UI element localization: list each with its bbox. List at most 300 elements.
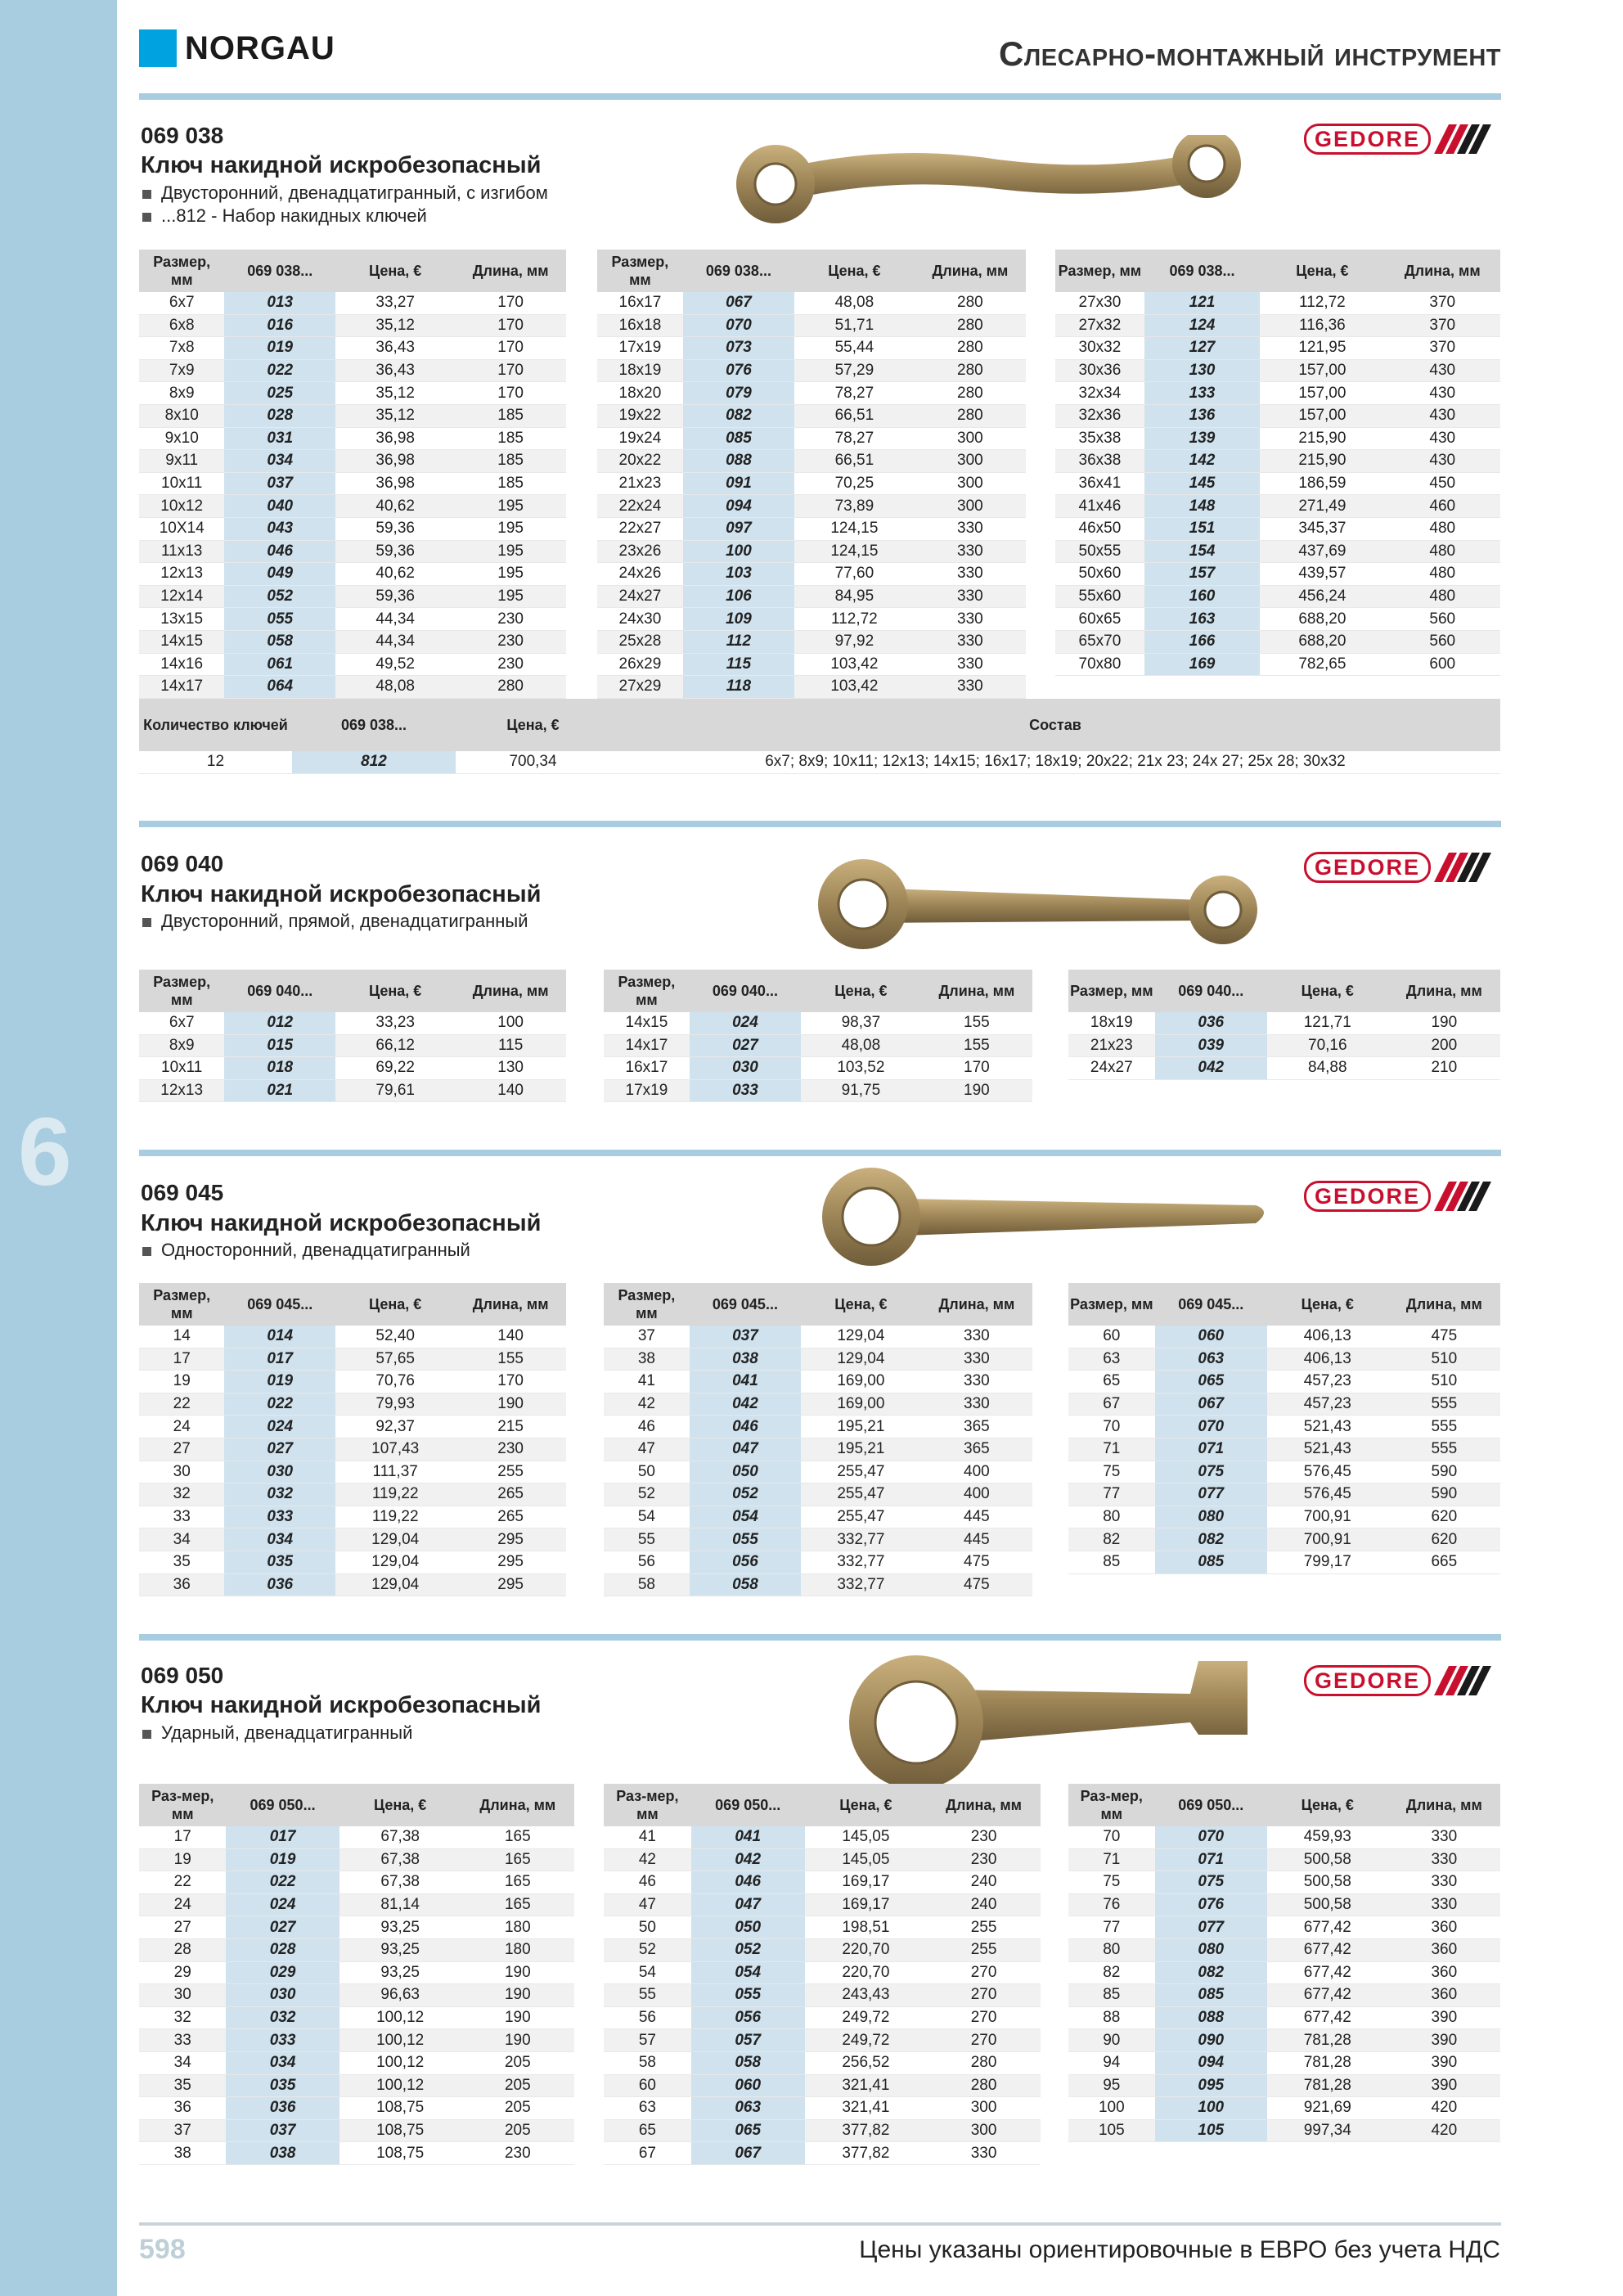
cell-code: 142: [1144, 450, 1260, 473]
cell-length: 170: [455, 292, 566, 314]
cell-size: 105: [1068, 2119, 1155, 2142]
cell-price: 73,89: [794, 495, 915, 518]
cell-code: 027: [226, 1916, 339, 1939]
cell-size: 7x8: [139, 337, 224, 360]
table-row: [1068, 2051, 1500, 2074]
cell-code: 082: [1155, 1961, 1267, 1984]
table-row: [139, 1348, 566, 1371]
column-header-price: Цена, €: [339, 1784, 461, 1826]
cell-code: 075: [1155, 1461, 1267, 1483]
cell-price: 108,75: [339, 2097, 461, 2120]
cell-length: 330: [1388, 1893, 1500, 1916]
cell-price: 66,51: [794, 450, 915, 473]
cell-price: 48,08: [801, 1034, 921, 1057]
cell-price: 129,04: [335, 1528, 455, 1551]
cell-length: 280: [927, 2051, 1041, 2074]
cell-price: 220,70: [805, 1938, 928, 1961]
column-header-code: 069 045...: [690, 1283, 801, 1326]
cell-code: 054: [690, 1506, 801, 1528]
cell-price: 220,70: [805, 1961, 928, 1984]
table-row: [597, 563, 1026, 586]
cell-size: 16x17: [604, 1057, 690, 1080]
cell-size: 32: [139, 2006, 226, 2029]
cell-size: 75: [1068, 1871, 1155, 1894]
cell-price: 243,43: [805, 1984, 928, 2007]
cell-code: 052: [224, 585, 335, 608]
cell-size: 11x13: [139, 540, 224, 563]
cell-price: 79,93: [335, 1393, 455, 1416]
cell-price: 91,75: [801, 1079, 921, 1102]
cell-size: 13x15: [139, 608, 224, 631]
logo-square-icon: [139, 29, 177, 67]
cell-size: 27: [139, 1916, 226, 1939]
section-title: Ключ накидной искробезопасный: [141, 152, 542, 178]
cell-price: 157,00: [1260, 382, 1384, 405]
cell-length: 155: [455, 1348, 566, 1371]
cell-size: 19x22: [597, 404, 683, 427]
table-row: [139, 2142, 574, 2165]
column-header-code: 069 040...: [1155, 970, 1267, 1012]
cell-price: 93,25: [339, 1916, 461, 1939]
cell-code: 094: [683, 495, 794, 518]
cell-length: 360: [1388, 1984, 1500, 2007]
cell-code: 016: [224, 314, 335, 337]
cell-price: 576,45: [1267, 1461, 1388, 1483]
footer-divider: [139, 2222, 1501, 2226]
cell-size: 70: [1068, 1826, 1155, 1848]
cell-code: 160: [1144, 585, 1260, 608]
cell-size: 14x15: [604, 1012, 690, 1034]
cell-price: 271,49: [1260, 495, 1384, 518]
bullet-item: Двусторонний, двенадцатигранный, с изгибом: [142, 182, 548, 204]
cell-price: 112,72: [794, 608, 915, 631]
table-row: [597, 382, 1026, 405]
cell-size: 71: [1068, 1438, 1155, 1461]
cell-length: 255: [927, 1938, 1041, 1961]
single-ring-wrench-image: [814, 1166, 1276, 1272]
cell-length: 300: [927, 2119, 1041, 2142]
cell-size: 22: [139, 1871, 226, 1894]
cell-code: 166: [1144, 630, 1260, 653]
table-row: [1068, 1483, 1500, 1506]
table-row: [139, 1961, 574, 1984]
cell-size: 95: [1068, 2074, 1155, 2097]
cell-length: 480: [1385, 540, 1500, 563]
cell-length: 170: [455, 1371, 566, 1393]
cell-length: 165: [461, 1826, 574, 1848]
cell-size: 14x16: [139, 653, 224, 676]
cell-length: 165: [461, 1848, 574, 1871]
cell-price: 215,90: [1260, 450, 1384, 473]
column-header-size: Размер, мм: [1068, 1283, 1155, 1326]
cell-size: 8x9: [139, 382, 224, 405]
cell-code: 082: [683, 404, 794, 427]
cell-code: 067: [1155, 1393, 1267, 1416]
cell-size: 75: [1068, 1461, 1155, 1483]
cell-code: 115: [683, 653, 794, 676]
section-divider: [139, 821, 1501, 827]
cell-code: 112: [683, 630, 794, 653]
cell-length: 330: [1388, 1871, 1500, 1894]
cell-code: 067: [691, 2142, 805, 2165]
cell-price: 36,43: [335, 359, 455, 382]
table-row: [597, 676, 1026, 699]
cell-size: 14x15: [139, 630, 224, 653]
table-row: [604, 1416, 1032, 1438]
table-row: [1068, 1938, 1500, 1961]
table-row: [139, 1984, 574, 2007]
cell-code: 024: [226, 1893, 339, 1916]
cell-size: 6x8: [139, 314, 224, 337]
table-row: [1068, 2074, 1500, 2097]
cell-length: 265: [455, 1483, 566, 1506]
cell-code: 019: [224, 1371, 335, 1393]
cell-length: 170: [455, 359, 566, 382]
table-row: [1055, 585, 1500, 608]
cell-price: 70,25: [794, 472, 915, 495]
cell-code: 033: [690, 1079, 801, 1102]
table-row: [604, 2029, 1041, 2052]
table-row: [139, 585, 566, 608]
cell-length: 205: [461, 2119, 574, 2142]
table-row: [597, 337, 1026, 360]
table-row: [139, 2119, 574, 2142]
cell-code: 037: [226, 2119, 339, 2142]
cell-size: 71: [1068, 1848, 1155, 1871]
cell-price: 195,21: [801, 1416, 921, 1438]
cell-length: 240: [927, 1893, 1041, 1916]
cell-price: 377,82: [805, 2119, 928, 2142]
cell-price: 35,12: [335, 314, 455, 337]
table-row: [597, 292, 1026, 314]
cell-length: 330: [921, 1348, 1032, 1371]
cell-price: 500,58: [1267, 1848, 1388, 1871]
cell-size: 60: [604, 2074, 691, 2097]
cell-size: 30: [139, 1461, 224, 1483]
cell-length: 480: [1385, 585, 1500, 608]
cell-size: 36x41: [1055, 472, 1144, 495]
cell-code: 063: [1155, 1348, 1267, 1371]
cell-size: 65: [604, 2119, 691, 2142]
cell-code: 031: [224, 427, 335, 450]
section-title: Ключ накидной искробезопасный: [141, 881, 542, 907]
table-row: [1055, 472, 1500, 495]
cell-code: 042: [1155, 1057, 1267, 1080]
cell-price: 677,42: [1267, 2006, 1388, 2029]
table-row: [1055, 292, 1500, 314]
cell-price: 78,27: [794, 427, 915, 450]
cell-price: 124,15: [794, 540, 915, 563]
table-row: [139, 1938, 574, 1961]
cell-size: 46: [604, 1416, 690, 1438]
cell-code: 028: [226, 1938, 339, 1961]
cell-size: 24x26: [597, 563, 683, 586]
cell-size: 27x29: [597, 676, 683, 699]
cell-size: 76: [1068, 1893, 1155, 1916]
cell-size: 35: [139, 2074, 226, 2097]
cell-code: 095: [1155, 2074, 1267, 2097]
cell-price: 108,75: [339, 2119, 461, 2142]
cell-code: 064: [224, 676, 335, 699]
cell-price: 459,93: [1267, 1826, 1388, 1848]
cell-price: 79,61: [335, 1079, 455, 1102]
cell-price: 500,58: [1267, 1893, 1388, 1916]
table-row: [139, 653, 566, 676]
cell-size: 34: [139, 2051, 226, 2074]
cell-size: 58: [604, 2051, 691, 2074]
cell-length: 480: [1385, 517, 1500, 540]
cell-length: 330: [921, 1371, 1032, 1393]
gedore-logo: GEDORE: [1304, 851, 1500, 884]
cell-price: 97,92: [794, 630, 915, 653]
table-row: [1068, 2029, 1500, 2052]
cell-price: 677,42: [1267, 1984, 1388, 2007]
cell-length: 195: [455, 585, 566, 608]
cell-price: 688,20: [1260, 608, 1384, 631]
column-header-length: Длина, мм: [921, 970, 1032, 1012]
cell-code: 085: [1155, 1551, 1267, 1573]
cell-price: 59,36: [335, 540, 455, 563]
cell-price: 35,12: [335, 382, 455, 405]
cell-size: 24x30: [597, 608, 683, 631]
cell-size: 85: [1068, 1551, 1155, 1573]
cell-length: 330: [921, 1326, 1032, 1348]
cell-size: 52: [604, 1938, 691, 1961]
table-row: [139, 2029, 574, 2052]
set-price: 700,34: [456, 751, 610, 773]
cell-price: 48,08: [794, 292, 915, 314]
cell-length: 230: [455, 1438, 566, 1461]
table-row: [139, 1848, 574, 1871]
cell-length: 365: [921, 1438, 1032, 1461]
cell-size: 41x46: [1055, 495, 1144, 518]
cell-length: 620: [1388, 1528, 1500, 1551]
cell-length: 330: [1388, 1848, 1500, 1871]
price-table: [1068, 1283, 1500, 1574]
cell-size: 37: [604, 1326, 690, 1348]
cell-code: 060: [691, 2074, 805, 2097]
table-row: [604, 1012, 1032, 1034]
cell-code: 022: [224, 1393, 335, 1416]
table-row: [139, 495, 566, 518]
cell-length: 330: [915, 653, 1026, 676]
table-row: [604, 1393, 1032, 1416]
table-row: [604, 1506, 1032, 1528]
cell-code: 015: [224, 1034, 335, 1057]
cell-length: 270: [927, 2029, 1041, 2052]
cell-length: 620: [1388, 1506, 1500, 1528]
column-header-price: Цена, €: [335, 250, 455, 292]
cell-price: 169,00: [801, 1371, 921, 1393]
cell-size: 25x28: [597, 630, 683, 653]
table-row: [604, 1348, 1032, 1371]
cell-price: 100,12: [339, 2006, 461, 2029]
table-row: [1055, 495, 1500, 518]
cell-price: 108,75: [339, 2142, 461, 2165]
cell-size: 18x20: [597, 382, 683, 405]
cell-price: 437,69: [1260, 540, 1384, 563]
cell-price: 84,88: [1267, 1057, 1388, 1080]
table-row: [604, 1461, 1032, 1483]
table-row: [139, 1012, 566, 1034]
cell-price: 255,47: [801, 1483, 921, 1506]
cell-size: 23x26: [597, 540, 683, 563]
section-divider: [139, 1150, 1501, 1156]
cell-length: 280: [915, 359, 1026, 382]
cell-length: 270: [927, 1961, 1041, 1984]
cell-length: 365: [921, 1416, 1032, 1438]
cell-code: 012: [224, 1012, 335, 1034]
table-row: [139, 2051, 574, 2074]
cell-code: 032: [226, 2006, 339, 2029]
table-row: [604, 1551, 1032, 1573]
table-row: [139, 1057, 566, 1080]
cell-size: 10X14: [139, 517, 224, 540]
table-row: [604, 1826, 1041, 1848]
table-row: [1055, 653, 1500, 676]
section-code: 069 045: [141, 1180, 224, 1205]
cell-code: 039: [1155, 1034, 1267, 1057]
cell-code: 058: [224, 630, 335, 653]
cell-size: 16x18: [597, 314, 683, 337]
cell-code: 022: [224, 359, 335, 382]
cell-size: 36: [139, 1573, 224, 1596]
cell-length: 560: [1385, 630, 1500, 653]
price-table: [1068, 970, 1500, 1080]
cell-size: 58: [604, 1573, 690, 1596]
price-table: [604, 970, 1032, 1102]
cell-price: 103,52: [801, 1057, 921, 1080]
page-number: 598: [139, 2234, 186, 2265]
table-row: [604, 1916, 1041, 1939]
cell-length: 270: [927, 2006, 1041, 2029]
column-header-length: Длина, мм: [455, 250, 566, 292]
table-row: [1068, 1034, 1500, 1057]
table-row: [604, 1326, 1032, 1348]
cell-size: 50x55: [1055, 540, 1144, 563]
price-table: [597, 250, 1026, 699]
cell-price: 129,04: [335, 1573, 455, 1596]
cell-price: 781,28: [1267, 2029, 1388, 2052]
table-row: [139, 359, 566, 382]
cell-code: 029: [226, 1961, 339, 1984]
cell-size: 27x30: [1055, 292, 1144, 314]
table-row: [1068, 1438, 1500, 1461]
cell-price: 500,58: [1267, 1871, 1388, 1894]
table-row: [139, 1393, 566, 1416]
cell-code: 056: [691, 2006, 805, 2029]
cell-code: 061: [224, 653, 335, 676]
cell-code: 052: [690, 1483, 801, 1506]
column-header-size: Размер, мм: [139, 970, 224, 1012]
cell-price: 677,42: [1267, 1961, 1388, 1984]
column-header-code: 069 040...: [690, 970, 801, 1012]
table-row: [139, 630, 566, 653]
cell-size: 17x19: [604, 1079, 690, 1102]
offset-ring-wrench-image: [728, 135, 1252, 225]
norgau-logo: [139, 29, 335, 67]
cell-length: 430: [1385, 382, 1500, 405]
table-row: [597, 404, 1026, 427]
cell-length: 330: [921, 1393, 1032, 1416]
table-row: [1068, 1961, 1500, 1984]
cell-price: 700,91: [1267, 1506, 1388, 1528]
cell-length: 255: [927, 1916, 1041, 1939]
cell-size: 19: [139, 1848, 226, 1871]
cell-size: 55: [604, 1528, 690, 1551]
cell-length: 195: [455, 563, 566, 586]
cell-code: 057: [691, 2029, 805, 2052]
set-code-header: 069 038...: [292, 699, 456, 751]
table-row: [139, 1034, 566, 1057]
cell-code: 034: [224, 450, 335, 473]
cell-code: 109: [683, 608, 794, 631]
cell-price: 44,34: [335, 630, 455, 653]
cell-size: 14x17: [604, 1034, 690, 1057]
cell-size: 21x23: [1068, 1034, 1155, 1057]
cell-size: 7x9: [139, 359, 224, 382]
cell-code: 100: [683, 540, 794, 563]
section-divider: [139, 1634, 1501, 1641]
cell-size: 55x60: [1055, 585, 1144, 608]
cell-size: 70x80: [1055, 653, 1144, 676]
cell-size: 41: [604, 1826, 691, 1848]
cell-price: 70,16: [1267, 1034, 1388, 1057]
cell-size: 24x27: [1068, 1057, 1155, 1080]
gedore-logo: GEDORE: [1304, 123, 1500, 155]
cell-size: 50: [604, 1461, 690, 1483]
cell-price: 321,41: [805, 2074, 928, 2097]
cell-length: 420: [1388, 2097, 1500, 2120]
column-header-size: Размер, мм: [139, 1283, 224, 1326]
cell-size: 46: [604, 1871, 691, 1894]
cell-length: 295: [455, 1573, 566, 1596]
table-row: [597, 653, 1026, 676]
cell-price: 70,76: [335, 1371, 455, 1393]
cell-price: 67,38: [339, 1848, 461, 1871]
cell-code: 163: [1144, 608, 1260, 631]
cell-size: 17x19: [597, 337, 683, 360]
cell-size: 65x70: [1055, 630, 1144, 653]
table-row: [597, 517, 1026, 540]
table-row: [597, 608, 1026, 631]
cell-size: 10x11: [139, 1057, 224, 1080]
cell-code: 047: [690, 1438, 801, 1461]
cell-code: 027: [224, 1438, 335, 1461]
cell-code: 106: [683, 585, 794, 608]
cell-size: 60x65: [1055, 608, 1144, 631]
cell-length: 590: [1388, 1483, 1500, 1506]
cell-length: 370: [1385, 292, 1500, 314]
cell-code: 073: [683, 337, 794, 360]
cell-size: 57: [604, 2029, 691, 2052]
cell-length: 185: [455, 427, 566, 450]
table-row: [1055, 517, 1500, 540]
cell-length: 300: [915, 495, 1026, 518]
cell-code: 034: [224, 1528, 335, 1551]
cell-length: 330: [915, 540, 1026, 563]
cell-length: 280: [927, 2074, 1041, 2097]
cell-price: 119,22: [335, 1483, 455, 1506]
cell-code: 105: [1155, 2119, 1267, 2142]
bullet-item: Односторонний, двенадцатигранный: [142, 1240, 470, 1261]
cell-code: 037: [690, 1326, 801, 1348]
column-header-size: Размер, мм: [597, 250, 683, 292]
cell-size: 26x29: [597, 653, 683, 676]
cell-code: 130: [1144, 359, 1260, 382]
table-row: [604, 1079, 1032, 1102]
table-row: [139, 676, 566, 699]
